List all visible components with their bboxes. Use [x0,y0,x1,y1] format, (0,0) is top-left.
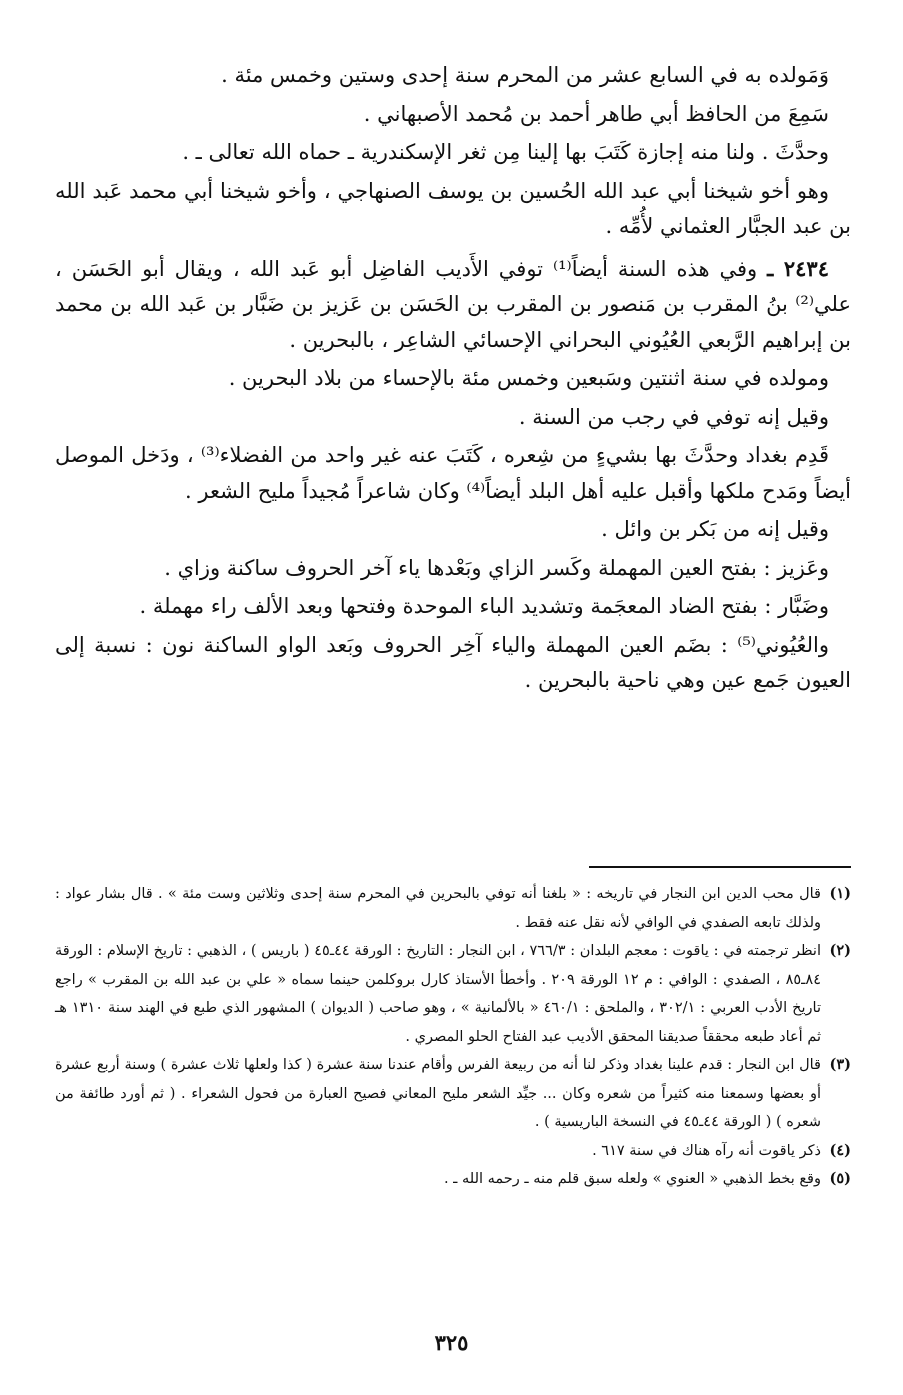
footnote [55,880,851,937]
paragraph: قَدِم بغداد وحدَّثَ بها بشيءٍ من شِعره ، كَتَبَ عنه غير واحد من الفضلاء⁽³⁾ ، ودَخل الموصل أيضاً ومَدح ملكها وأقبل عليه أهل البلد أيضاً⁽⁴⁾ وكان شاعراً مُجيداً مليح الشعر . [55,443,851,503]
footnotes-block [55,880,851,1194]
page-number: ٣٢٥ [434,1330,469,1355]
footnote-separator [589,866,851,868]
footnote-number: (٣) [829,1056,851,1073]
footnote-text: انظر ترجمته في : ياقوت : معجم البلدان : ٧٦٦/٣ ، ابن النجار : التاريخ : الورقة ٤٤ـ٤٥ ( باريس ) ، الذهبي : تاريخ الإسلام : الورقة ٨٤ـ٨٥ ، الصفدي : الوافي : م ١٢ الورقة ٢٠٩ . وأخطأ الأستاذ كارل بروكلمن حينما سماه « علي بن عبد الله بن المقرب » راجع تاريخ الأدب العربي : ٣٠٢/١ ، والملحق : ٤٦٠/١ « بالألمانية » ، وهو صاحب ( الديوان ) المشهور الذي طبع في الهند سنة ١٣١٠ هـ ثم أعاد طبعه محققاً صديقنا المحقق الأديب عبد الفتاح الحلو المصري . [55,943,822,1045]
footnote-text: ذكر ياقوت أنه رآه هناك في سنة ٦١٧ . [592,1142,821,1159]
paragraph: وحدَّثَ . ولنا منه إجازة كَتَبَ بها إلينا مِن ثغر الإسكندرية ـ حماه الله تعالى ـ . [182,140,829,164]
main-text-block [55,58,851,702]
entry-text: وفي هذه السنة أيضاً⁽¹⁾ توفي الأَديب الفاضِل أبو عَبد الله ، ويقال أبو الحَسَن ، علي⁽²⁾ بنُ المقرب بن مَنصور بن المقرب بن الحَسَن بن عَزيز بن ضَبَّار بن عَبد الله بن محمد بن إبراهيم الرَّبعي العُيُوني البحراني الإحسائي الشاعِر ، بالبحرين . [55,256,851,352]
paragraph: ومولده في سنة اثنتين وسَبعين وخمس مئة بالإحساء من بلاد البحرين . [228,366,829,390]
footnote [55,1165,851,1194]
footnote-text: وقع بخط الذهبي « العنوي » ولعله سبق قلم منه ـ رحمه الله ـ . [443,1171,821,1187]
entry-paragraph [55,251,851,359]
paragraph: وقيل إنه من بَكر بن وائل . [601,517,829,541]
footnote-text: قال ابن النجار : قدم علينا بغداد وذكر لنا أنه من ربيعة الفرس وأقام عندنا سنة عشرة ( كذا ولعلها ثلاث عشرة ) وسنة أربع عشرة أو بعضها وسمعنا منه كثيراً من شعره وكان ... جيِّد الشعر مليح المعاني فصيح العبارة من فحول الشعراء . ( ثم أورد طائفة من شعره ) ( الورقة ٤٤ـ٤٥ في النسخة الباريسية ) . [55,1057,821,1130]
footnote [55,1137,851,1166]
footnote-number: (١) [829,885,851,902]
footnote-number: (٢) [829,942,851,959]
paragraph: وعَزيز : بفتح العين المهملة وكَسر الزاي وبَعْدها ياء آخر الحروف ساكنة وزاي . [164,555,829,580]
footnote-number: (٤) [829,1141,851,1159]
paragraph: وَمَولده به في السابع عشر من المحرم سنة إحدى وستين وخمس مئة . [221,63,829,87]
paragraph: والعُيُوني⁽⁵⁾ : بضَم العين المهملة والياء آخِر الحروف وبَعد الواو الساكنة نون : نسبة إلى العيون جَمع عين وهي ناحية بالبحرين . [55,632,851,692]
paragraph: وضَبَّار : بفتح الضاد المعجَمة وتشديد الباء الموحدة وفتحها وبعد الألف راء مهملة . [139,594,829,618]
footnote-text: قال محب الدين ابن النجار في تاريخه : « بلغنا أنه توفي بالبحرين في المحرم سنة إحدى وثلاثين وست مئة » . قال بشار عواد : ولذلك تابعه الصفدي في الوافي لأنه نقل عنه فقط . [55,886,821,931]
paragraph: وهو أخو شيخنا أبي عبد الله الحُسين بن يوسف الصنهاجي ، وأخو شيخنا أبي محمد عَبد الله بن عبد الجبَّار العثماني لأُمِّه . [55,178,851,238]
footnote [55,1051,851,1137]
paragraph: سَمِعَ من الحافظ أبي طاهر أحمد بن مُحمد الأصبهاني . [363,101,829,126]
footnote-number: (٥) [829,1170,851,1187]
footnote [55,937,851,1051]
paragraph: وقيل إنه توفي في رجب من السنة . [518,404,829,429]
entry-number: ٢٤٣٤ ـ [767,255,829,281]
